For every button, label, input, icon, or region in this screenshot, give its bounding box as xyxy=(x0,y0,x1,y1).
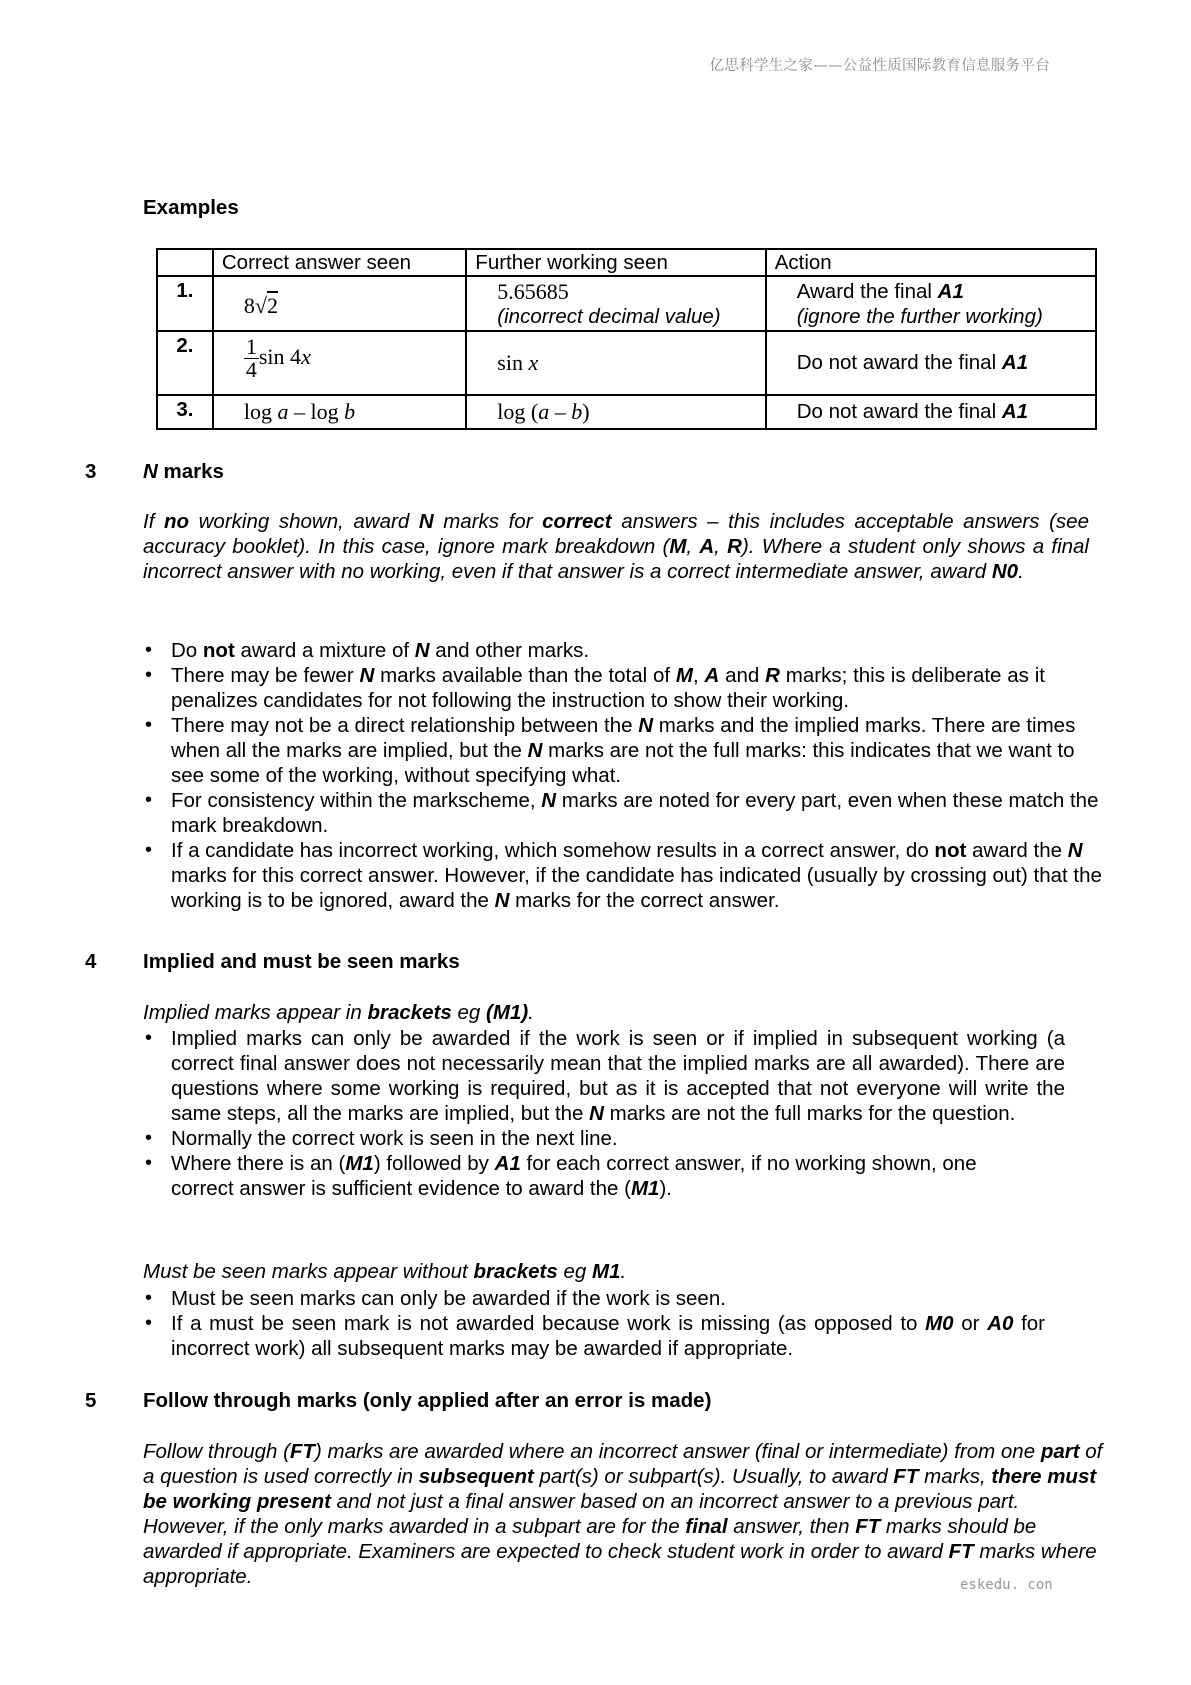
further-variable-a: a xyxy=(538,399,550,424)
further-working-cell xyxy=(466,276,765,331)
text-run: brackets xyxy=(473,1260,558,1283)
column-header: Further working seen xyxy=(466,249,765,276)
list-item xyxy=(143,663,1105,713)
text-run: Must be seen marks can only be awarded if the work is seen. xyxy=(171,1287,726,1310)
section-number: 3 xyxy=(85,460,97,483)
further-value: 5.65685 xyxy=(497,279,569,304)
section-title: Follow through marks (only applied after an error is made) xyxy=(143,1389,712,1412)
text-run: N0 xyxy=(991,560,1019,583)
answer-variable-b: b xyxy=(344,399,356,424)
text-run: marks; this is deliberate as it penalizes candidates for not following the instruction to show their working. xyxy=(171,664,1045,712)
answer-radicand: 2 xyxy=(266,293,278,318)
further-working-cell xyxy=(466,331,765,395)
text-run: final xyxy=(685,1515,728,1538)
action-cell xyxy=(766,331,1096,395)
table-row xyxy=(157,276,1096,331)
further-log: log ( xyxy=(497,399,539,424)
text-run: N xyxy=(1067,839,1083,862)
text-run: no xyxy=(163,510,190,533)
text-run: working shown, award xyxy=(189,510,419,533)
must-bullet-list xyxy=(143,1286,1105,1361)
section-number: 4 xyxy=(85,950,97,973)
further-close-paren: ) xyxy=(582,399,590,424)
answer-fraction xyxy=(244,336,259,381)
action-cell xyxy=(766,276,1096,331)
text-run: , xyxy=(714,535,728,558)
text-run: Normally the correct work is seen in the next line. xyxy=(171,1127,618,1150)
text-run: marks should be awarded if appropriate. Examiners are expected to check student work in order to award xyxy=(143,1515,1037,1563)
text-run: ) marks are awarded where an incorrect answer (final or intermediate) from one xyxy=(315,1440,1041,1463)
further-function: sin xyxy=(497,350,529,375)
text-run: A xyxy=(704,664,720,687)
text-run: FT xyxy=(948,1540,974,1563)
text-run: subsequent xyxy=(418,1465,534,1488)
header-empty-cell xyxy=(157,249,213,276)
text-run: N xyxy=(527,739,543,762)
answer-variable-a: a xyxy=(277,399,289,424)
answer-function: sin 4 xyxy=(258,343,302,369)
further-working-cell xyxy=(466,395,765,429)
row-number: 2. xyxy=(157,331,213,395)
text-run: and not just a final answer based on an incorrect answer to a previous part. However, if the only marks awarded in a subpart are for the xyxy=(143,1490,1020,1538)
further-expression xyxy=(497,350,538,375)
implied-intro xyxy=(143,1000,1089,1025)
text-run: (M1) xyxy=(486,1001,529,1024)
implied-bullet-list xyxy=(143,1026,1105,1201)
text-run: R xyxy=(765,664,780,687)
text-run: , xyxy=(686,535,700,558)
text-run: of a question is used correctly in xyxy=(143,1440,1103,1488)
text-run: brackets xyxy=(367,1001,452,1024)
section3-paragraph xyxy=(143,509,1089,584)
text-run: For consistency within the markscheme, xyxy=(171,789,542,812)
fraction-numerator: 1 xyxy=(245,334,257,359)
text-run: there must be working present xyxy=(143,1465,1097,1513)
action-mark: A1 xyxy=(1001,400,1029,423)
text-run: and other marks. xyxy=(429,639,590,662)
text-run: M xyxy=(675,664,693,687)
text-run: answer, then xyxy=(727,1515,856,1538)
further-expression xyxy=(497,399,589,424)
text-run: N xyxy=(494,889,510,912)
text-run: FT xyxy=(855,1515,881,1538)
text-run: eg xyxy=(557,1260,592,1283)
text-run: . xyxy=(528,1001,534,1024)
text-run: marks are not the full marks for the question. xyxy=(603,1102,1016,1125)
section5-paragraph xyxy=(143,1439,1105,1589)
text-run: . xyxy=(620,1260,627,1283)
correct-answer-cell xyxy=(213,395,466,429)
action-mark: A1 xyxy=(937,280,964,303)
action-note: (ignore the further working) xyxy=(796,305,1043,328)
answer-expression xyxy=(244,334,311,382)
text-run: FT xyxy=(893,1465,919,1488)
text-run: marks are not the full marks: this indicates that we want to see some of the working, without specifying what. xyxy=(171,739,1075,787)
watermark: eskedu. con xyxy=(960,1577,1053,1593)
text-run: If a candidate has incorrect working, which somehow results in a correct answer, do xyxy=(171,839,935,862)
answer-expression xyxy=(244,293,278,318)
text-run: Follow through ( xyxy=(143,1440,290,1463)
correct-answer-cell xyxy=(213,331,466,395)
text-run: ). Where a student only shows a final incorrect answer with no working, even if that answer is a correct intermediate answer, award xyxy=(143,535,1089,583)
text-run: N xyxy=(638,714,654,737)
text-run: N xyxy=(359,664,375,687)
answer-variable: x xyxy=(301,343,311,369)
text-run: for each correct answer, if no working shown, one correct answer is sufficient evidence to award the ( xyxy=(171,1152,977,1200)
answer-minus-log: – log xyxy=(288,399,345,424)
text-run: FT xyxy=(289,1440,316,1463)
list-item xyxy=(143,1151,1105,1201)
text-run: M1 xyxy=(592,1260,621,1283)
answer-coefficient: 8 xyxy=(243,293,255,318)
text-run: There may be fewer xyxy=(171,664,360,687)
text-run: M xyxy=(669,535,687,558)
list-item xyxy=(143,1026,1105,1126)
text-run: eg xyxy=(451,1001,487,1024)
row-number: 3. xyxy=(157,395,213,429)
text-run: correct xyxy=(542,510,612,533)
text-run: marks for the correct answer. xyxy=(509,889,780,912)
list-item xyxy=(143,1126,1105,1151)
section-title-mark: N xyxy=(143,460,158,483)
section-title-text: marks xyxy=(157,460,224,483)
further-minus: – xyxy=(549,399,572,424)
sqrt-icon: √ xyxy=(254,293,267,318)
text-run: marks are noted for every part, even when these match the mark breakdown. xyxy=(171,789,1099,837)
text-run: N xyxy=(414,639,430,662)
text-run: Must be seen marks appear without xyxy=(143,1260,474,1283)
column-header: Action xyxy=(766,249,1096,276)
list-item xyxy=(143,838,1105,913)
text-run: not xyxy=(202,639,235,662)
text-run: answers – this includes acceptable answers (see accuracy booklet). In this case, ignore mark breakdown ( xyxy=(143,510,1089,558)
answer-log: log xyxy=(243,399,278,424)
answer-expression xyxy=(244,399,355,424)
column-header: Correct answer seen xyxy=(213,249,466,276)
list-item xyxy=(143,1311,1105,1361)
list-item xyxy=(143,713,1105,788)
further-variable-b: b xyxy=(571,399,583,424)
text-run: or xyxy=(953,1312,988,1335)
site-header: 亿思科学生之家——公益性质国际教育信息服务平台 xyxy=(709,58,1050,74)
fraction-denominator: 4 xyxy=(245,357,257,382)
action-text: Award the final xyxy=(796,280,938,303)
section3-bullet-list xyxy=(143,638,1105,913)
text-run: ). xyxy=(659,1177,672,1200)
text-run: M1 xyxy=(345,1152,374,1175)
examples-heading: Examples xyxy=(143,196,239,219)
list-item xyxy=(143,638,1105,663)
action-text: Do not award the final xyxy=(796,351,1002,374)
text-run: part xyxy=(1040,1440,1080,1463)
text-run: marks and the implied marks. There are times when all the marks are implied, but the xyxy=(171,714,1076,762)
text-run: Where there is an ( xyxy=(171,1152,346,1175)
must-intro xyxy=(143,1259,1089,1284)
action-line xyxy=(797,279,1095,304)
action-cell xyxy=(766,395,1096,429)
text-run: N xyxy=(541,789,557,812)
text-run: , xyxy=(692,664,705,687)
text-run: award the xyxy=(966,839,1068,862)
section-number: 5 xyxy=(85,1389,97,1412)
text-run: There may not be a direct relationship between the xyxy=(171,714,639,737)
text-run: award a mixture of xyxy=(234,639,415,662)
table-row xyxy=(157,331,1096,395)
text-run: marks, xyxy=(918,1465,992,1488)
text-run: If a must be seen mark is not awarded because work is missing (as opposed to xyxy=(171,1312,926,1335)
row-number: 1. xyxy=(157,276,213,331)
text-run: A0 xyxy=(987,1312,1014,1335)
text-run: for incorrect work) all subsequent marks may be awarded if appropriate. xyxy=(171,1312,1046,1360)
section-title xyxy=(143,460,224,484)
text-run: A1 xyxy=(494,1152,521,1175)
further-variable: x xyxy=(528,350,539,375)
text-run: Implied marks can only be awarded if the work is seen or if implied in subsequent working (a correct final answer does not necessarily mean that the implied marks are all awarded). There are questions where some working is required, but as it is accepted that not everyone will write the same steps, all the marks are implied, but the xyxy=(171,1027,1065,1125)
text-run: marks for xyxy=(433,510,543,533)
text-run: ) followed by xyxy=(373,1152,495,1175)
text-run: and xyxy=(719,664,766,687)
text-run: N xyxy=(418,510,434,533)
action-text: Do not award the final xyxy=(796,400,1002,423)
text-run: Do xyxy=(171,639,203,662)
text-run: M0 xyxy=(925,1312,954,1335)
text-run: If xyxy=(143,510,164,533)
table-row xyxy=(157,395,1096,429)
text-run: M1 xyxy=(630,1177,660,1200)
text-run: marks where appropriate. xyxy=(143,1540,1097,1588)
text-run: A xyxy=(699,535,715,558)
text-run: marks for this correct answer. However, if the candidate has indicated (usually by crossing out) that the working is to be ignored, award the xyxy=(171,864,1102,912)
list-item xyxy=(143,1286,1105,1311)
further-note: (incorrect decimal value) xyxy=(497,305,721,328)
text-run: not xyxy=(934,839,967,862)
text-run: part(s) or subpart(s). Usually, to award xyxy=(533,1465,894,1488)
action-mark: A1 xyxy=(1001,351,1029,374)
list-item xyxy=(143,788,1105,838)
text-run: R xyxy=(727,535,742,558)
text-run: N xyxy=(589,1102,604,1125)
section-title: Implied and must be seen marks xyxy=(143,950,460,973)
text-run: Implied marks appear in xyxy=(143,1001,368,1024)
text-run: marks available than the total of xyxy=(374,664,676,687)
examples-table xyxy=(156,248,1097,430)
correct-answer-cell xyxy=(213,276,466,331)
table-header-row xyxy=(157,249,1096,276)
text-run: . xyxy=(1018,560,1024,583)
